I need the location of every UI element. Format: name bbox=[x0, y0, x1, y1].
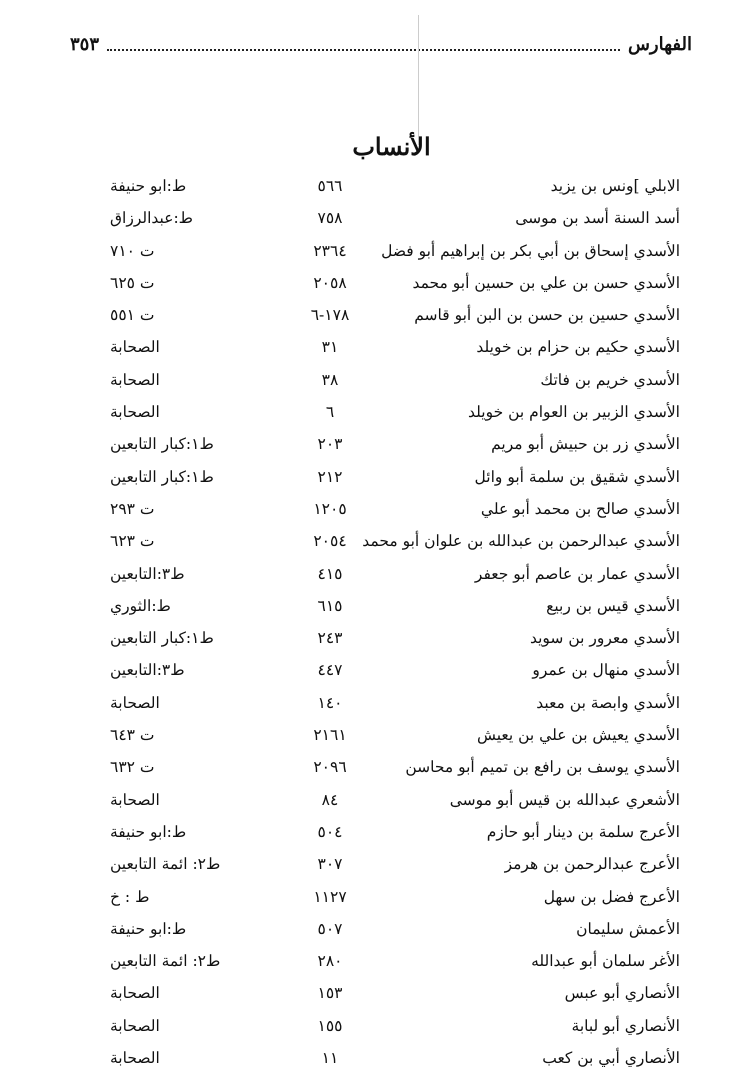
index-row bbox=[0, 687, 743, 719]
entry-number: ٤١٥ bbox=[317, 564, 343, 583]
page-number: ٣٥٣ bbox=[70, 33, 100, 55]
index-row bbox=[0, 299, 743, 331]
index-row bbox=[0, 977, 743, 1009]
entry-number: ٥٦٦ bbox=[317, 177, 343, 195]
index-row bbox=[0, 364, 743, 396]
entry-number: ١٤٠ bbox=[317, 693, 343, 712]
entry-name: الأسدي يوسف بن رافع بن تميم أبو محاسن bbox=[405, 758, 680, 777]
entry-reference: الصحابة bbox=[110, 984, 160, 1003]
entry-number: ٣٨ bbox=[321, 370, 339, 389]
entry-number: ١١٢٧ bbox=[313, 887, 347, 906]
index-row bbox=[0, 848, 743, 880]
entry-name: الأسدي زر بن حبيش أبو مريم bbox=[491, 435, 680, 454]
entry-reference: ت ٥٥١ bbox=[110, 306, 155, 325]
index-row bbox=[0, 235, 743, 267]
entry-number: ٦١٥ bbox=[317, 596, 343, 615]
entry-reference: الصحابة bbox=[110, 403, 160, 422]
entry-number: ٢٣٦٤ bbox=[313, 241, 347, 260]
entry-name: الأسدي منهال بن عمرو bbox=[532, 661, 680, 680]
entry-name: الأسدي عمار بن عاصم أبو جعفر bbox=[474, 564, 680, 583]
index-row bbox=[0, 428, 743, 460]
running-header bbox=[70, 30, 692, 58]
entry-name: الأعرج فضل بن سهل bbox=[543, 887, 680, 906]
index-row bbox=[0, 913, 743, 945]
entry-name: الأعمش سليمان bbox=[576, 919, 680, 938]
entry-number: ١١ bbox=[321, 1049, 339, 1068]
entry-number: ٥٠٧ bbox=[317, 919, 343, 938]
index-row bbox=[0, 945, 743, 977]
entry-reference: الصحابة bbox=[110, 370, 160, 389]
section-title: الأنساب bbox=[352, 132, 431, 161]
entry-name: الأنصاري أبي بن كعب bbox=[542, 1049, 680, 1068]
index-row bbox=[0, 558, 743, 590]
entry-reference: ط : خ bbox=[110, 887, 150, 906]
entry-number: ١٥٥ bbox=[317, 1016, 343, 1035]
index-row bbox=[0, 881, 743, 913]
index-row bbox=[0, 590, 743, 622]
entry-name: الأعرج سلمة بن دينار أبو حازم bbox=[486, 822, 680, 841]
entry-reference: ط٢: ائمة التابعين bbox=[110, 952, 221, 971]
entry-reference: ط١:كبار التابعين bbox=[110, 629, 214, 648]
entry-reference: ت ٧١٠ bbox=[110, 241, 155, 260]
entry-number: ١٥٣ bbox=[317, 984, 343, 1003]
entry-name: الأسدي وابصة بن معبد bbox=[536, 693, 680, 712]
entry-name: أسد السنة أسد بن موسى bbox=[515, 209, 680, 228]
entry-name: الأسدي حسن بن علي بن حسين أبو محمد bbox=[412, 273, 680, 292]
header-dot-leader bbox=[107, 37, 620, 51]
entry-reference: ت ٦٣٢ bbox=[110, 758, 155, 777]
entry-name: الأنصاري أبو لبابة bbox=[571, 1016, 680, 1035]
entry-name: الأعرج عبدالرحمن بن هرمز bbox=[504, 855, 680, 874]
entry-name: الأسدي إسحاق بن أبي بكر بن إبراهيم أبو فضل bbox=[381, 241, 680, 260]
entry-name: الأسدي شقيق بن سلمة أبو وائل bbox=[474, 467, 680, 486]
entry-number: ٢٨٠ bbox=[317, 952, 343, 971]
entry-reference: ط٢: ائمة التابعين bbox=[110, 855, 221, 874]
entry-number: ٤٤٧ bbox=[317, 661, 343, 680]
entry-number: ٢١٦١ bbox=[313, 726, 347, 745]
entry-reference: ط:عبدالرزاق bbox=[110, 209, 194, 228]
header-title: الفهارس bbox=[627, 33, 692, 55]
entry-name: الأنصاري أبو عبس bbox=[564, 984, 680, 1003]
entry-number: ١٧٨-٦ bbox=[310, 306, 350, 325]
entry-name: الابلي ]ونس بن يزيد bbox=[550, 177, 680, 195]
index-row bbox=[0, 751, 743, 783]
entry-reference: ت ٦٢٣ bbox=[110, 532, 155, 551]
entry-reference: الصحابة bbox=[110, 790, 160, 809]
entry-reference: الصحابة bbox=[110, 693, 160, 712]
entry-number: ٣٠٧ bbox=[317, 855, 343, 874]
entry-reference: الصحابة bbox=[110, 1016, 160, 1035]
scan-artifact-line bbox=[418, 15, 419, 145]
index-row bbox=[0, 525, 743, 557]
index-row bbox=[0, 784, 743, 816]
entry-reference: ت ٦٤٣ bbox=[110, 726, 155, 745]
index-row bbox=[0, 170, 743, 202]
entry-name: الأسدي حكيم بن حزام بن خويلد bbox=[476, 338, 680, 357]
index-row bbox=[0, 719, 743, 751]
index-list bbox=[0, 170, 743, 1074]
index-row bbox=[0, 654, 743, 686]
entry-number: ٦ bbox=[325, 403, 335, 422]
entry-name: الأسدي قيس بن ربيع bbox=[546, 596, 680, 615]
index-row bbox=[0, 493, 743, 525]
entry-number: ٥٠٤ bbox=[317, 822, 343, 841]
entry-reference: الصحابة bbox=[110, 338, 160, 357]
entry-number: ٢١٢ bbox=[317, 467, 343, 486]
index-row bbox=[0, 622, 743, 654]
entry-number: ٣١ bbox=[321, 338, 339, 357]
entry-number: ٢٠٣ bbox=[317, 435, 343, 454]
entry-name: الأشعري عبدالله بن قيس أبو موسى bbox=[449, 790, 680, 809]
index-row bbox=[0, 202, 743, 234]
index-row bbox=[0, 461, 743, 493]
entry-reference: ط:ابو حنيفة bbox=[110, 822, 187, 841]
entry-reference: ط٣:التابعين bbox=[110, 564, 185, 583]
entry-reference: الصحابة bbox=[110, 1049, 160, 1068]
index-row bbox=[0, 331, 743, 363]
index-row bbox=[0, 1042, 743, 1074]
entry-number: ٢٠٩٦ bbox=[313, 758, 347, 777]
entry-reference: ط:الثوري bbox=[110, 596, 171, 615]
entry-number: ٢٤٣ bbox=[317, 629, 343, 648]
entry-name: الأسدي صالح بن محمد أبو علي bbox=[480, 499, 680, 518]
index-row bbox=[0, 396, 743, 428]
entry-name: الأسدي الزبير بن العوام بن خويلد bbox=[468, 403, 680, 422]
entry-number: ٢٠٥٨ bbox=[313, 273, 347, 292]
index-row bbox=[0, 1010, 743, 1042]
entry-name: الأسدي حسين بن حسن بن البن أبو قاسم bbox=[414, 306, 680, 325]
entry-name: الأسدي خريم بن فاتك bbox=[540, 370, 680, 389]
entry-reference: ت ٦٢٥ bbox=[110, 273, 155, 292]
entry-name: الأسدي معرور بن سويد bbox=[529, 629, 680, 648]
entry-name: الأغر سلمان أبو عبدالله bbox=[531, 952, 680, 971]
entry-reference: ط١:كبار التابعين bbox=[110, 435, 214, 454]
entry-name: الأسدي يعيش بن علي بن يعيش bbox=[476, 726, 680, 745]
entry-reference: ت ٢٩٣ bbox=[110, 499, 155, 518]
entry-name: الأسدي عبدالرحمن بن عبدالله بن علوان أبو محمد bbox=[362, 532, 680, 551]
entry-number: ٧٥٨ bbox=[317, 209, 343, 228]
entry-number: ٢٠٥٤ bbox=[313, 532, 347, 551]
index-row bbox=[0, 816, 743, 848]
entry-reference: ط:ابو حنيفة bbox=[110, 919, 187, 938]
entry-number: ١٢٠٥ bbox=[313, 499, 347, 518]
entry-reference: ط:ابو حنيفة bbox=[110, 177, 187, 195]
entry-reference: ط١:كبار التابعين bbox=[110, 467, 214, 486]
entry-number: ٨٤ bbox=[321, 790, 339, 809]
entry-reference: ط٣:التابعين bbox=[110, 661, 185, 680]
index-row bbox=[0, 267, 743, 299]
